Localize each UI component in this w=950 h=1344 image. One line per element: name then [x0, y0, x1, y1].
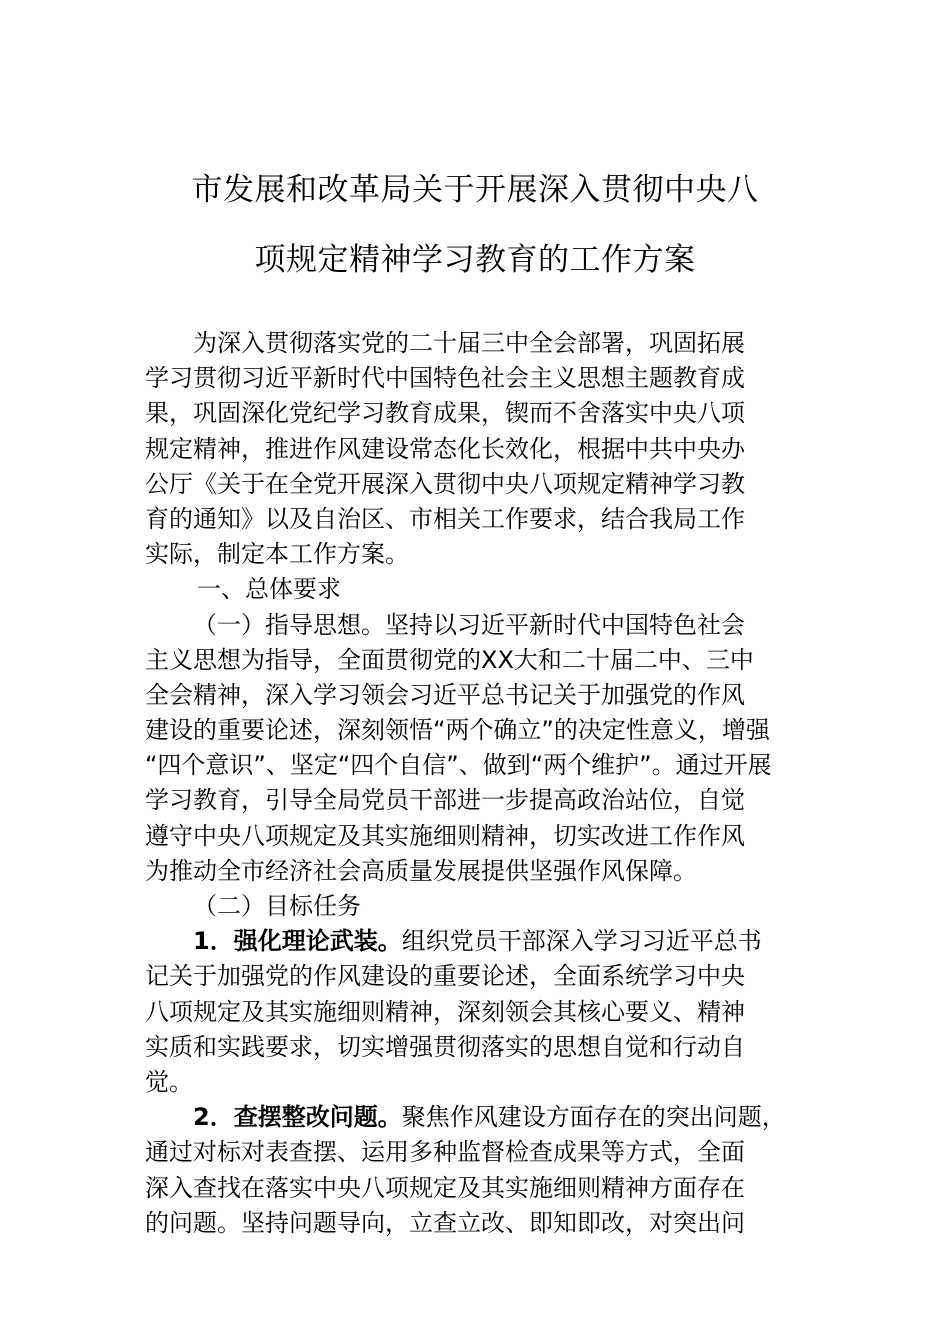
body-line: 公厅《关于在全党开展深入贯彻中央八项规定精神学习教	[145, 469, 745, 498]
document-title-line-2: 项规定精神学习教育的工作方案	[254, 242, 696, 278]
item-2-heading: 2．查摆整改问题。	[193, 1103, 402, 1132]
body-line: 主义思想为指导，全面贯彻党的XX大和二十届二中、三中	[145, 645, 754, 674]
body-line: 实际，制定本工作方案。	[145, 540, 409, 569]
item-2-first-line	[145, 1100, 810, 1135]
body-line: （一）指导思想。坚持以习近平新时代中国特色社会	[193, 610, 745, 639]
section-heading: 一、总体要求	[197, 575, 341, 604]
body-line: 学习贯彻习近平新时代中国特色社会主义思想主题教育成	[145, 364, 745, 393]
body-line: 记关于加强党的作风建设的重要论述，全面系统学习中央	[145, 962, 745, 991]
body-line: 的问题。坚持问题导向，立查立改、即知即改，对突出问	[145, 1208, 745, 1237]
subsection-heading: （二）目标任务	[193, 892, 361, 920]
body-line: 育的通知》以及自治区、市相关工作要求，结合我局工作	[145, 504, 745, 533]
item-1-heading: 1．强化理论武装。	[193, 927, 402, 956]
body-line: 通过对标对表查摆、运用多种监督检查成果等方式，全面	[145, 1138, 745, 1167]
body-line: 遵守中央八项规定及其实施细则精神，切实改进工作作风	[145, 821, 745, 850]
body-line: 深入查找在落实中央八项规定及其实施细则精神方面存在	[145, 1173, 745, 1202]
body-line: 八项规定及其实施细则精神，深刻领会其核心要义、精神	[145, 997, 745, 1026]
item-2-text: 聚焦作风建设方面存在的突出问题，	[401, 1103, 786, 1132]
item-1-first-line	[145, 924, 810, 959]
body-line: 觉。	[145, 1067, 193, 1096]
body-line: 全会精神，深入学习领会习近平总书记关于加强党的作风	[145, 680, 745, 709]
body-line: “四个意识”、坚定“四个自信”、做到“两个维护”。通过开展	[145, 751, 772, 780]
body-line: 为推动全市经济社会高质量发展提供坚强作风保障。	[145, 856, 697, 885]
body-line: 果，巩固深化党纪学习教育成果，锲而不舍落实中央八项	[145, 399, 745, 428]
body-line: 规定精神，推进作风建设常态化长效化，根据中共中央办	[145, 434, 745, 463]
body-line: 为深入贯彻落实党的二十届三中全会部署，巩固拓展	[193, 329, 745, 357]
body-line: 建设的重要论述，深刻领悟“两个确立”的决定性意义，增强	[145, 716, 770, 745]
body-line: 学习教育，引导全局党员干部进一步提高政治站位，自觉	[145, 786, 745, 815]
body-line: 实质和实践要求，切实增强贯彻落实的思想自觉和行动自	[145, 1032, 745, 1061]
document-body	[145, 326, 810, 1241]
document-title-line-1: 市发展和改革局关于开展深入贯彻中央八	[191, 172, 759, 208]
item-1-text: 组织党员干部深入学习习近平总书	[401, 927, 762, 956]
